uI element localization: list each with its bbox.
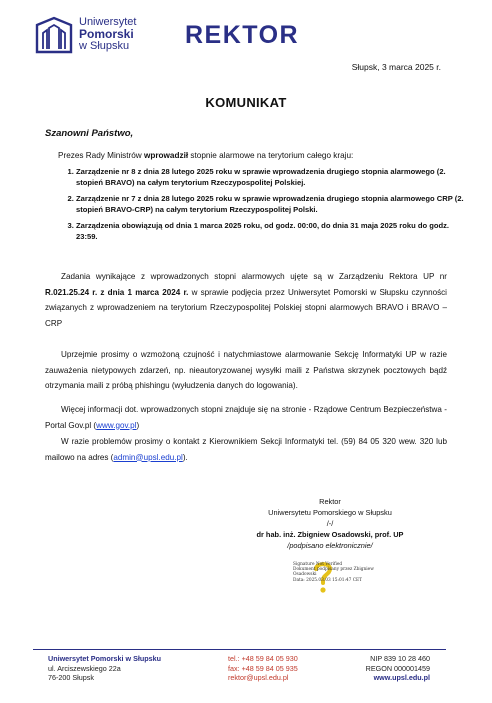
intro-before: Prezes Rady Ministrów [58,151,144,160]
paragraph-tasks [45,269,447,331]
university-emblem-icon [34,16,74,56]
stamp-line-2: Dokument podpisany przez Zbigniew [293,567,374,573]
signature-line-1: Rektor [319,497,341,506]
p1-bold: R.021.25.24 r. z dnia 1 marca 2024 r. [45,287,189,297]
signature-name: dr hab. inż. Zbigniew Osadowski, prof. UP [256,530,404,539]
stamp-line-1: Signature Not Verified [293,562,343,567]
rektor-title: REKTOR [185,21,300,49]
admin-email-link[interactable]: admin@upsl.edu.pl [113,452,183,462]
signature-line-2: Uniwersytetu Pomorskiego w Słupsku [268,508,392,517]
logo-text [79,16,136,52]
signature-block [230,496,430,551]
stamp-line-4: Data: 2025.03.03 15:01:47 CET [293,577,363,583]
intro-paragraph [58,151,353,160]
p4-before: W razie problemów prosimy o kontakt z Kierownikiem Sekcji Informatyki tel. (59) 84 05 320 wew. 320 lub mailowo na adres ( [45,437,447,462]
signature-note: /podpisano elektronicznie/ [287,541,373,550]
logo-line-2: Pomorski [79,27,134,41]
footer-registry [366,654,430,683]
footer-contact [228,654,298,683]
document-heading: KOMUNIKAT [205,95,287,110]
p3-before: Więcej informacji dot. wprowadzonych stopni znajduje się na stronie - Rządowe Centrum Bezpieczeństwa - Portal Gov.pl ( [45,405,447,430]
footer-website[interactable]: www.upsl.edu.pl [373,673,430,682]
p1-after: w sprawie podjęcia przez Uniwersytet Pomorski w Słupsku czynności związanych z wprowadzeniem na terytorium Rzeczypospolitej Polskiej stopni alarmowych BRAVO i BRAVO – CRP [45,287,447,328]
list-item: 3. Zarządzenia obowiązują od dnia 1 marca 2025 roku, od godz. 00:00, do dnia 31 maja 2025 roku do godz. 23:59. [76,220,471,242]
signature-line-3: /-/ [326,519,334,528]
electronic-signature-stamp [293,562,413,583]
footer-tel: tel.: +48 59 84 05 930 [228,654,298,663]
p3-after: ) [136,420,140,430]
paragraph-contact [45,434,447,465]
p4-after: ). [182,452,188,462]
intro-bold: wprowadził [144,151,189,160]
intro-after: stopnie alarmowe na terytorium całego kraju: [188,151,354,160]
footer-fax: fax: +48 59 84 05 935 [228,663,298,673]
footer-city: 76-200 Słupsk [48,673,94,682]
list-item: 1. Zarządzenie nr 8 z dnia 28 lutego 2025 roku w sprawie wprowadzenia drugiego stopnia alarmowego (2. stopień BRAVO) na całym terytorium Rzeczypospolitej Polskiej. [76,166,471,188]
stamp-line-3: Osadowski [293,572,317,578]
footer-email[interactable]: rektor@upsl.edu.pl [228,673,289,682]
logo-line-3: w Słupsku [79,40,130,52]
gov-link[interactable]: www.gov.pl [96,420,137,430]
paragraph-more-info [45,402,447,433]
greeting: Szanowni Państwo, [45,128,134,139]
footer-university-name: Uniwersytet Pomorski w Słupsku [48,654,162,663]
list-item: 2. Zarządzenie nr 7 z dnia 28 lutego 2025 roku w sprawie wprowadzenia drugiego stopnia alarmowego CRP (2. stopień BRAVO-CRP) na całym terytorium Rzeczypospolitej Polski. [76,193,471,215]
footer-divider [33,649,446,650]
paragraph-vigilance: Uprzejmie prosimy o wzmożoną czujność i natychmiastowe alarmowanie Sekcję Informatyki UP w razie zauważenia nietypowych zdarzeń, np. nieautoryzowanej wysyłki maili z Państwa skrzynek pocztowych bądź otrzymania maili z próbą phishingu (wyłudzenia danych do logowania). [45,350,447,390]
footer-address [48,654,161,683]
footer-regon: REGON 000001459 [365,663,430,673]
document-date: Słupsk, 3 marca 2025 r. [351,62,441,72]
footer-nip: NIP 839 10 28 460 [370,654,430,663]
footer-street: ul. Arciszewskiego 22a [48,663,121,673]
p1-before: Zadania wynikające z wprowadzonych stopni alarmowych ujęte są w Zarządzeniu Rektora UP nr [61,272,447,281]
logo-line-1: Uniwersytet [79,16,137,28]
regulations-list [58,166,471,247]
